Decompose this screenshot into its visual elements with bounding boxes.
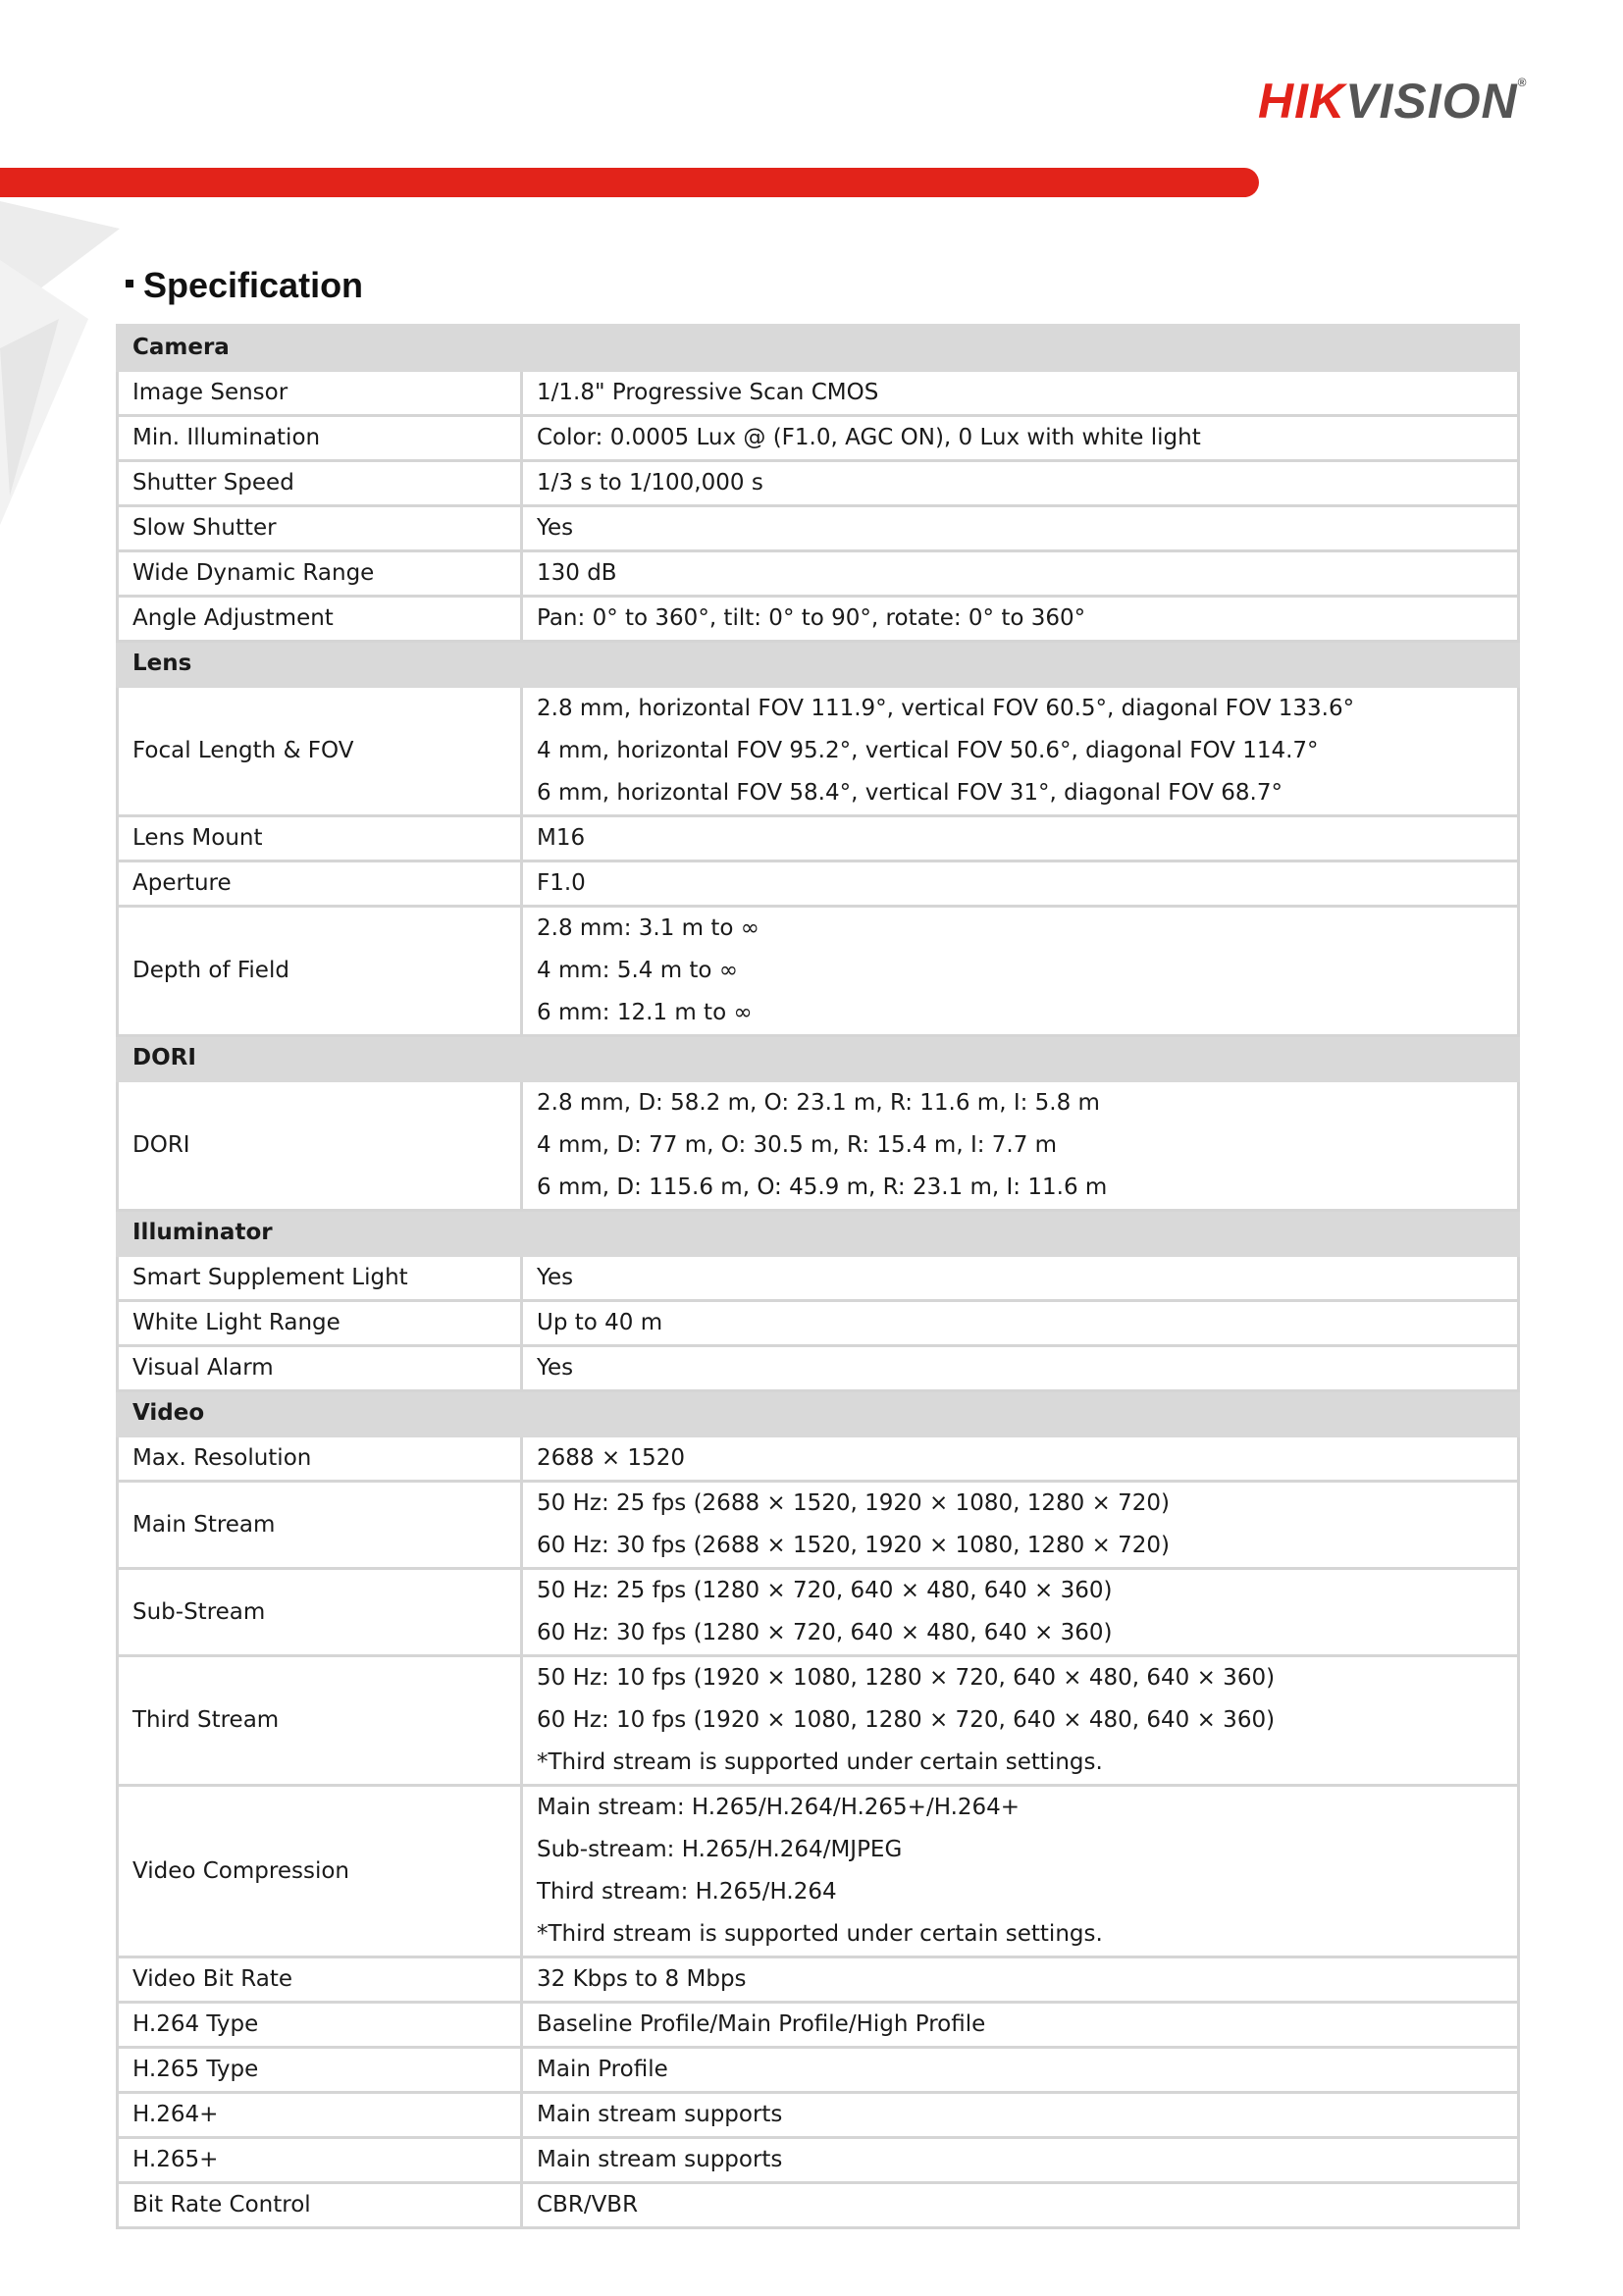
- spec-value: Third stream: H.265/H.264: [537, 1879, 837, 1905]
- logo-text-red: HIK: [1258, 74, 1346, 129]
- spec-value-cell: [522, 1346, 1519, 1391]
- table-row: [118, 1569, 1519, 1656]
- spec-value-cell: [522, 816, 1519, 861]
- spec-value: 60 Hz: 30 fps (2688 × 1520, 1920 × 1080, 1280 × 720): [537, 1533, 1171, 1558]
- spec-value-cell: [522, 1256, 1519, 1301]
- spec-value-cell: [522, 1786, 1519, 1957]
- spec-label: DORI: [118, 1081, 522, 1211]
- spec-label: Image Sensor: [118, 371, 522, 416]
- spec-value: Sub-stream: H.265/H.264/MJPEG: [537, 1837, 903, 1862]
- specification-table: [116, 324, 1520, 2229]
- spec-value: 130 dB: [537, 560, 617, 586]
- spec-label: White Light Range: [118, 1301, 522, 1346]
- category-label: Camera: [118, 326, 522, 371]
- spec-value-cell: [522, 2048, 1519, 2093]
- category-spacer: [522, 642, 1519, 687]
- spec-label: Sub-Stream: [118, 1569, 522, 1656]
- spec-label: Bit Rate Control: [118, 2183, 522, 2228]
- page-title: [126, 265, 363, 306]
- spec-value-cell: [522, 1436, 1519, 1482]
- table-row: [118, 1957, 1519, 2003]
- spec-value: 6 mm, horizontal FOV 58.4°, vertical FOV 31°, diagonal FOV 68.7°: [537, 780, 1283, 806]
- spec-value-cell: [522, 506, 1519, 551]
- category-spacer: [522, 1211, 1519, 1256]
- table-row: [118, 1656, 1519, 1786]
- spec-value: 1/1.8" Progressive Scan CMOS: [537, 380, 879, 405]
- category-spacer: [522, 1036, 1519, 1081]
- table-row: [118, 907, 1519, 1036]
- spec-value-cell: [522, 551, 1519, 597]
- spec-label: Max. Resolution: [118, 1436, 522, 1482]
- category-spacer: [522, 326, 1519, 371]
- spec-label: Smart Supplement Light: [118, 1256, 522, 1301]
- category-row: [118, 642, 1519, 687]
- spec-value: *Third stream is supported under certain settings.: [537, 1921, 1103, 1947]
- spec-value-cell: [522, 1569, 1519, 1656]
- spec-value-cell: [522, 2003, 1519, 2048]
- table-row: [118, 2048, 1519, 2093]
- spec-value: 50 Hz: 25 fps (2688 × 1520, 1920 × 1080, 1280 × 720): [537, 1490, 1171, 1516]
- spec-value: 2.8 mm, D: 58.2 m, O: 23.1 m, R: 11.6 m, I: 5.8 m: [537, 1090, 1100, 1116]
- spec-value: 60 Hz: 30 fps (1280 × 720, 640 × 480, 640 × 360): [537, 1620, 1113, 1645]
- spec-label: Main Stream: [118, 1482, 522, 1569]
- spec-value: 2688 × 1520: [537, 1445, 685, 1471]
- spec-value: 4 mm, D: 77 m, O: 30.5 m, R: 15.4 m, I: 7.7 m: [537, 1132, 1058, 1158]
- spec-value: 6 mm, D: 115.6 m, O: 45.9 m, R: 23.1 m, I: 11.6 m: [537, 1174, 1108, 1200]
- table-row: [118, 416, 1519, 461]
- spec-value: CBR/VBR: [537, 2192, 639, 2218]
- spec-value: 2.8 mm: 3.1 m to ∞: [537, 915, 759, 941]
- spec-label: Min. Illumination: [118, 416, 522, 461]
- spec-value: M16: [537, 825, 586, 851]
- spec-value-cell: [522, 1482, 1519, 1569]
- table-row: [118, 371, 1519, 416]
- spec-value: Yes: [537, 1355, 574, 1381]
- spec-value: 60 Hz: 10 fps (1920 × 1080, 1280 × 720, 640 × 480, 640 × 360): [537, 1707, 1276, 1733]
- spec-value: Baseline Profile/Main Profile/High Profile: [537, 2011, 986, 2037]
- table-row: [118, 1256, 1519, 1301]
- spec-label: H.265 Type: [118, 2048, 522, 2093]
- spec-value: Main stream: H.265/H.264/H.265+/H.264+: [537, 1795, 1021, 1820]
- category-row: [118, 1391, 1519, 1436]
- spec-label: Shutter Speed: [118, 461, 522, 506]
- spec-value: 50 Hz: 25 fps (1280 × 720, 640 × 480, 640 × 360): [537, 1578, 1113, 1603]
- spec-label: H.264 Type: [118, 2003, 522, 2048]
- spec-value: F1.0: [537, 870, 586, 896]
- category-row: [118, 326, 1519, 371]
- spec-label: Angle Adjustment: [118, 597, 522, 642]
- spec-value-cell: [522, 1656, 1519, 1786]
- spec-value-cell: [522, 2093, 1519, 2138]
- spec-value: 50 Hz: 10 fps (1920 × 1080, 1280 × 720, 640 × 480, 640 × 360): [537, 1665, 1276, 1691]
- spec-value: Yes: [537, 515, 574, 541]
- spec-value: Main Profile: [537, 2057, 668, 2082]
- category-row: [118, 1211, 1519, 1256]
- table-row: [118, 2003, 1519, 2048]
- table-row: [118, 506, 1519, 551]
- table-row: [118, 597, 1519, 642]
- spec-label: Video Bit Rate: [118, 1957, 522, 2003]
- table-row: [118, 461, 1519, 506]
- table-row: [118, 1786, 1519, 1957]
- spec-value: 6 mm: 12.1 m to ∞: [537, 1000, 753, 1025]
- spec-label: Aperture: [118, 861, 522, 907]
- spec-label: Slow Shutter: [118, 506, 522, 551]
- spec-value: Yes: [537, 1265, 574, 1290]
- spec-value-cell: [522, 597, 1519, 642]
- table-row: [118, 1436, 1519, 1482]
- table-row: [118, 2183, 1519, 2228]
- title-bullet-icon: [126, 280, 133, 287]
- category-label: Video: [118, 1391, 522, 1436]
- table-row: [118, 1301, 1519, 1346]
- spec-value: 32 Kbps to 8 Mbps: [537, 1966, 747, 1992]
- table-row: [118, 1482, 1519, 1569]
- spec-value: *Third stream is supported under certain settings.: [537, 1749, 1103, 1775]
- table-row: [118, 861, 1519, 907]
- spec-value: 4 mm: 5.4 m to ∞: [537, 958, 738, 983]
- registered-mark: ®: [1517, 76, 1528, 89]
- table-row: [118, 551, 1519, 597]
- spec-value-cell: [522, 1081, 1519, 1211]
- spec-value: 1/3 s to 1/100,000 s: [537, 470, 763, 496]
- spec-label: Depth of Field: [118, 907, 522, 1036]
- category-spacer: [522, 1391, 1519, 1436]
- spec-value-cell: [522, 2183, 1519, 2228]
- category-label: Illuminator: [118, 1211, 522, 1256]
- spec-label: Video Compression: [118, 1786, 522, 1957]
- logo-text-gray: VISION: [1345, 74, 1518, 129]
- spec-value: Pan: 0° to 360°, tilt: 0° to 90°, rotate: 0° to 360°: [537, 605, 1086, 631]
- spec-value-cell: [522, 416, 1519, 461]
- spec-value: Up to 40 m: [537, 1310, 663, 1335]
- table-row: [118, 2093, 1519, 2138]
- spec-value: Main stream supports: [537, 2102, 783, 2127]
- spec-value-cell: [522, 1301, 1519, 1346]
- spec-value-cell: [522, 1957, 1519, 2003]
- spec-value: Main stream supports: [537, 2147, 783, 2172]
- header-red-bar: [0, 168, 1259, 197]
- table-row: [118, 1081, 1519, 1211]
- spec-label: Lens Mount: [118, 816, 522, 861]
- table-row: [118, 1346, 1519, 1391]
- table-row: [118, 2138, 1519, 2183]
- spec-label: H.265+: [118, 2138, 522, 2183]
- table-row: [118, 687, 1519, 816]
- table-row: [118, 816, 1519, 861]
- spec-value-cell: [522, 371, 1519, 416]
- spec-label: H.264+: [118, 2093, 522, 2138]
- spec-value-cell: [522, 861, 1519, 907]
- spec-value-cell: [522, 907, 1519, 1036]
- page-title-text: Specification: [143, 265, 364, 305]
- spec-label: Focal Length & FOV: [118, 687, 522, 816]
- spec-value: 2.8 mm, horizontal FOV 111.9°, vertical FOV 60.5°, diagonal FOV 133.6°: [537, 696, 1355, 721]
- spec-label: Wide Dynamic Range: [118, 551, 522, 597]
- spec-value: 4 mm, horizontal FOV 95.2°, vertical FOV 50.6°, diagonal FOV 114.7°: [537, 738, 1319, 763]
- spec-value-cell: [522, 687, 1519, 816]
- spec-value-cell: [522, 2138, 1519, 2183]
- category-label: Lens: [118, 642, 522, 687]
- hikvision-logo: [1258, 74, 1528, 129]
- category-label: DORI: [118, 1036, 522, 1081]
- spec-value-cell: [522, 461, 1519, 506]
- category-row: [118, 1036, 1519, 1081]
- spec-value: Color: 0.0005 Lux @ (F1.0, AGC ON), 0 Lux with white light: [537, 425, 1201, 450]
- decorative-shard-graphic: [0, 201, 128, 525]
- spec-label: Visual Alarm: [118, 1346, 522, 1391]
- spec-label: Third Stream: [118, 1656, 522, 1786]
